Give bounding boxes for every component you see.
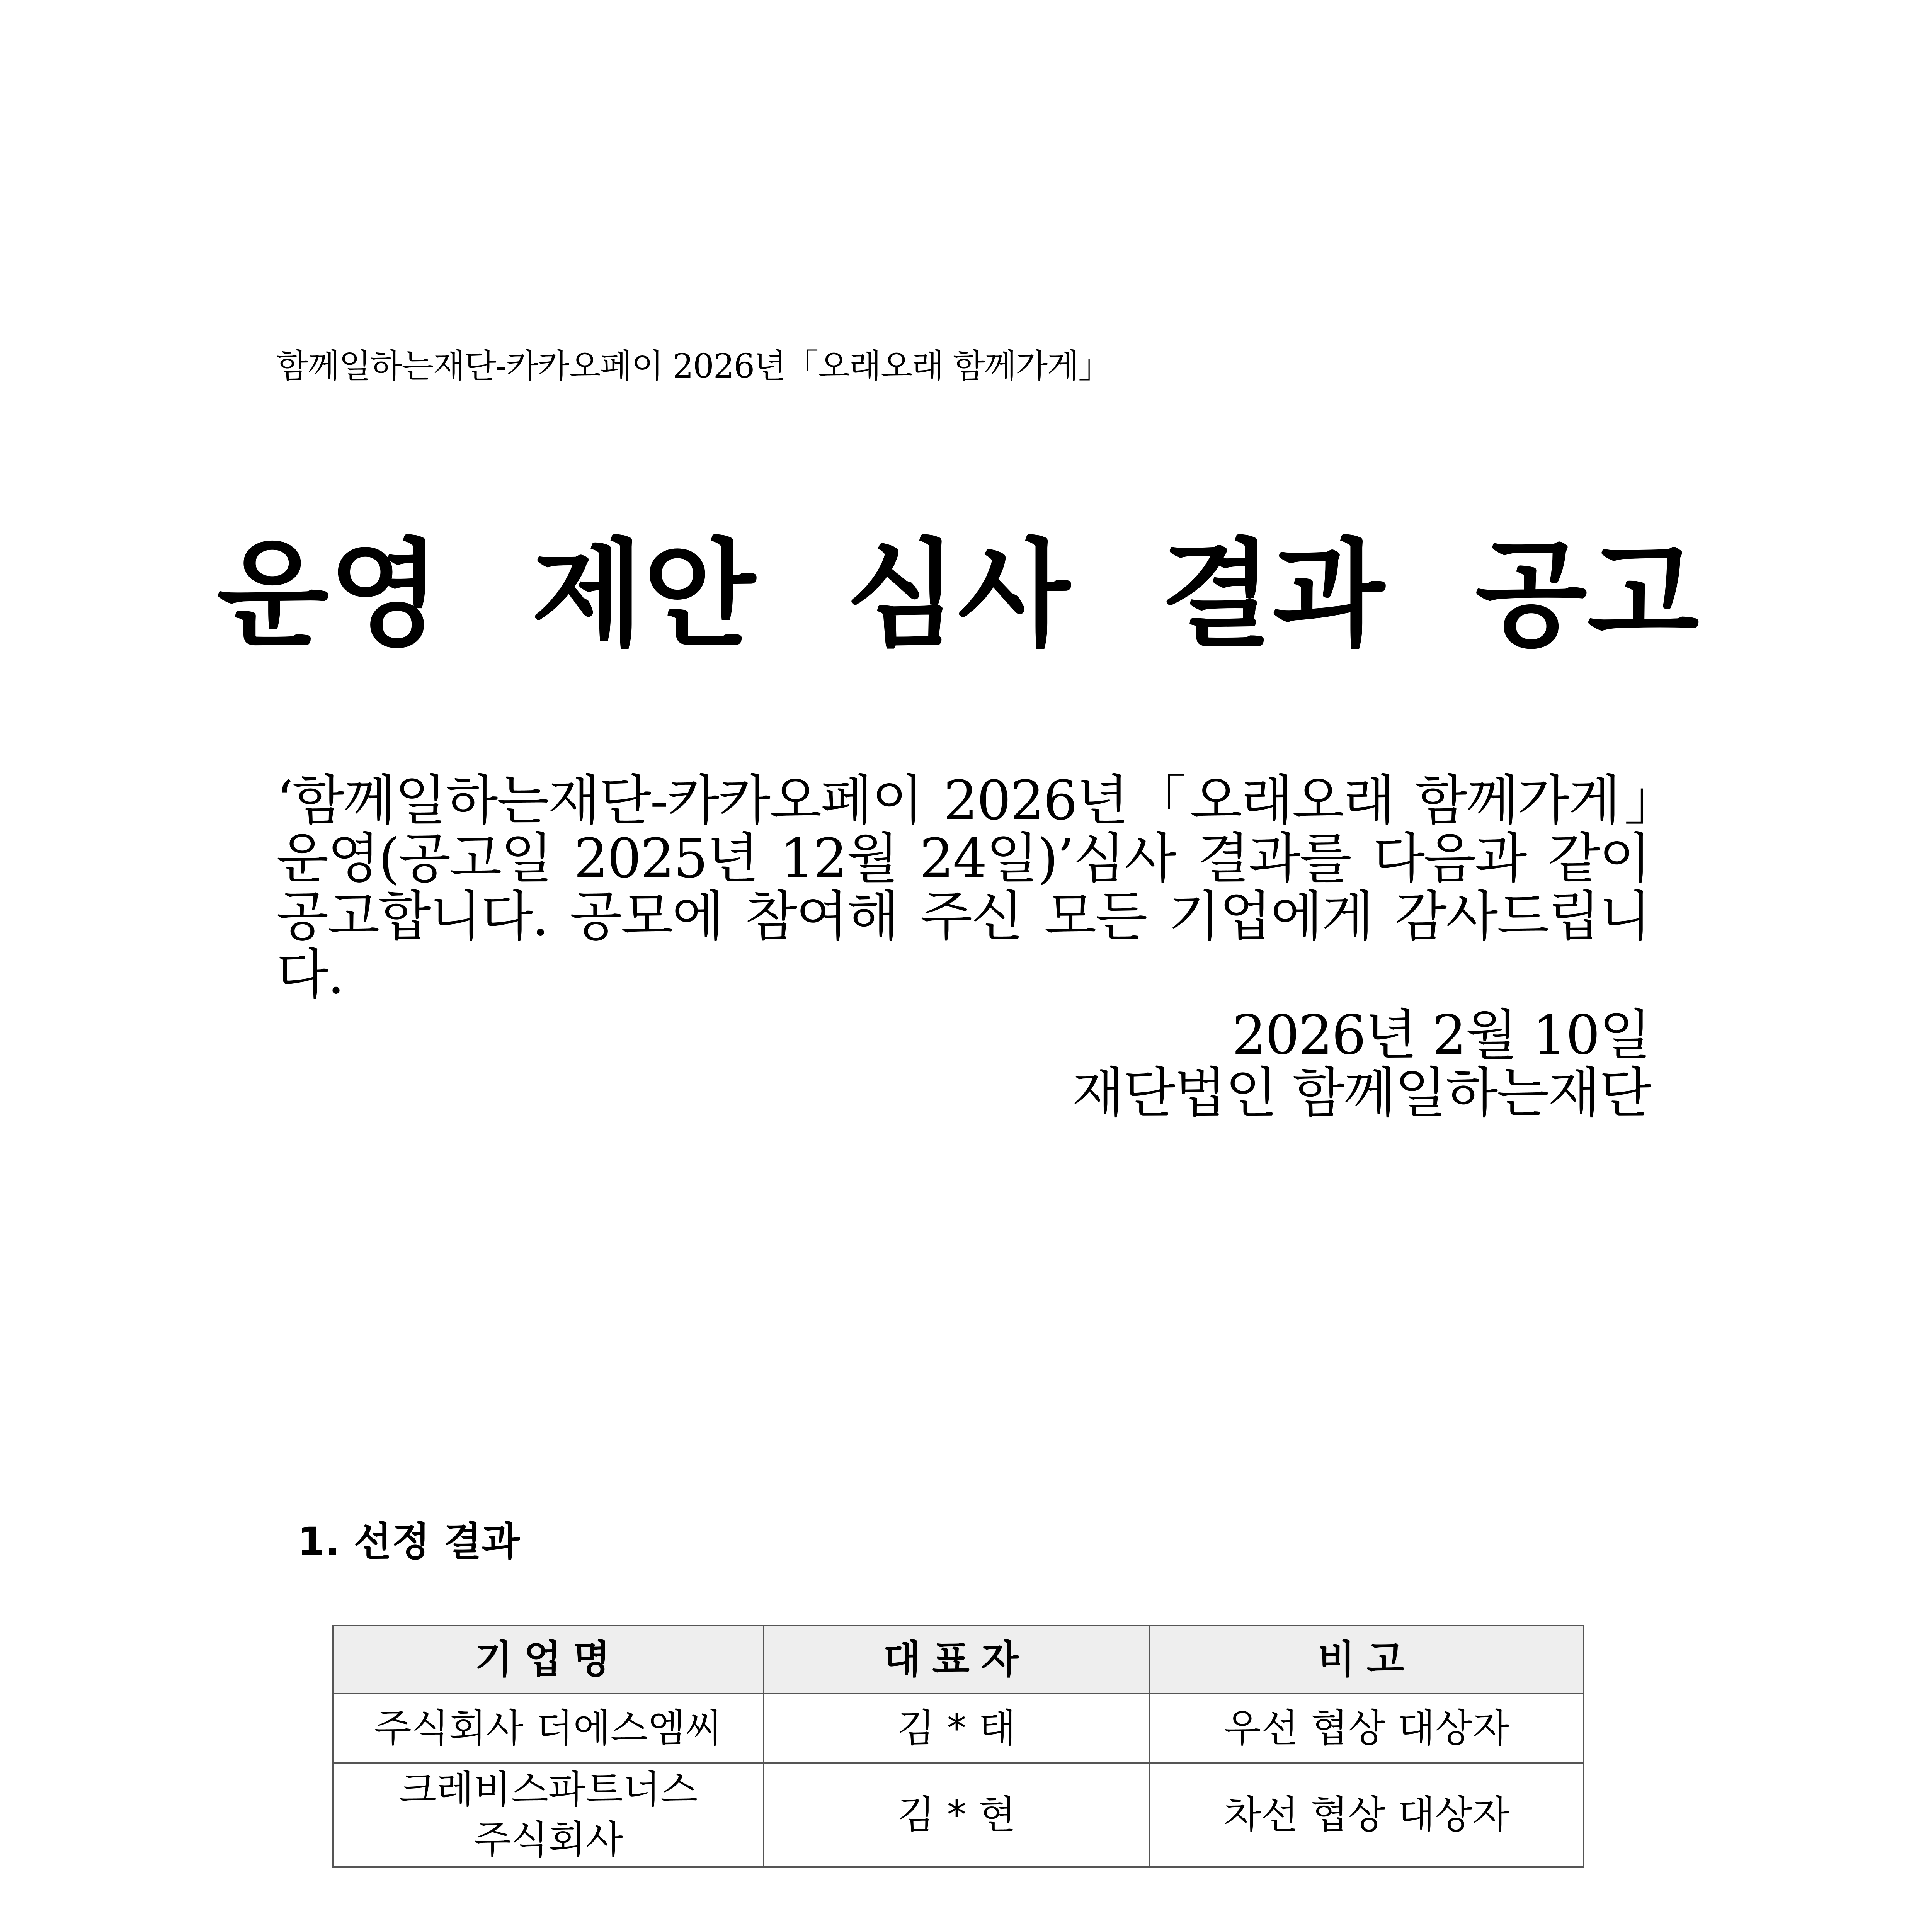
document-subheader: 함께일하는재단-카카오페이 2026년「오래오래 함께가게」 <box>276 347 1111 386</box>
column-header-company: 기업명 <box>333 1626 764 1694</box>
company-name-line: 크레비스파트너스 <box>399 1767 698 1812</box>
section-heading-selection-results: 1. 선정 결과 <box>298 1519 520 1565</box>
document-title: 운영 제안 심사 결과 공고 <box>217 527 1699 662</box>
column-header-note: 비고 <box>1150 1626 1584 1694</box>
date-issuer-block <box>1072 1004 1650 1125</box>
column-header-representative: 대표자 <box>764 1626 1150 1694</box>
table-header-row <box>333 1626 1584 1694</box>
note-cell: 우선 협상 대상자 <box>1150 1694 1584 1763</box>
table-row <box>333 1763 1584 1867</box>
issuer-name: 재단법인 함께일하는재단 <box>1072 1062 1650 1125</box>
note-cell: 차선 협상 대상자 <box>1150 1763 1584 1867</box>
announcement-date: 2026년 2월 10일 <box>1232 1004 1650 1067</box>
company-name-line: 주식회사 <box>473 1817 623 1862</box>
results-table <box>332 1625 1584 1868</box>
representative-cell: 김 * 현 <box>764 1763 1150 1867</box>
company-name-line: 주식회사 더에스엠씨 <box>374 1705 723 1751</box>
intro-paragraph: ‘함께일하는재단-카카오페이 2026년「오래오래 함께가게」운영(공고일 2025년 12월 24일)’심사 결과를 다음과 같이 공고합니다. 공모에 참여해 주신 모든 기업에게 감사드립니다. <box>276 769 1650 1006</box>
representative-cell: 김 * 태 <box>764 1694 1150 1763</box>
company-cell <box>333 1763 764 1867</box>
company-cell <box>333 1694 764 1763</box>
table-row <box>333 1694 1584 1763</box>
